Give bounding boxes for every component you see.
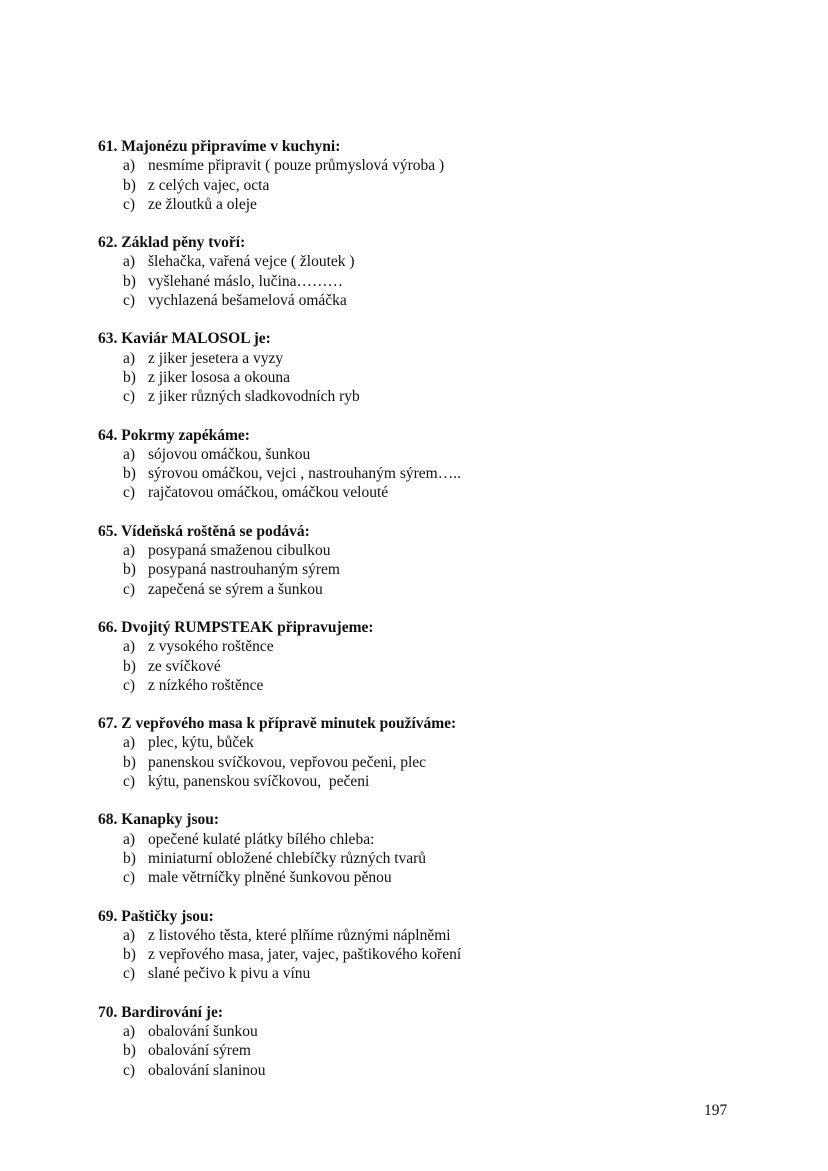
answer-options	[98, 445, 738, 503]
answer-option	[123, 291, 738, 310]
answer-option	[123, 1041, 738, 1060]
answer-option	[123, 849, 738, 868]
option-text: z listového těsta, které plňíme různými náplněmi	[148, 926, 451, 944]
option-letter: c)	[123, 388, 136, 406]
question-number: 69.	[98, 907, 118, 925]
page-number: 197	[704, 1102, 728, 1119]
question-text: Majonézu připravíme v kuchyni:	[121, 138, 341, 155]
answer-option	[123, 830, 738, 849]
option-letter: a)	[123, 349, 136, 367]
option-text: obalování slaninou	[148, 1061, 266, 1079]
option-text: z jiker jesetera a vyzy	[148, 349, 284, 367]
option-letter: b)	[123, 849, 136, 867]
option-text: z vepřového masa, jater, vajec, paštikového koření	[148, 946, 462, 964]
answer-option	[123, 637, 738, 656]
option-letter: c)	[123, 869, 136, 887]
option-letter: a)	[123, 157, 136, 175]
option-letter: c)	[123, 1061, 136, 1079]
question-title	[98, 426, 738, 445]
question-item	[98, 329, 738, 406]
option-letter: b)	[123, 465, 136, 483]
answer-option	[123, 483, 738, 502]
option-text: plec, kýtu, bůček	[148, 734, 254, 752]
question-number: 63.	[98, 330, 118, 348]
option-text: posypaná smaženou cibulkou	[148, 542, 331, 560]
answer-option	[123, 772, 738, 791]
question-title	[98, 714, 738, 733]
answer-option	[123, 195, 738, 214]
question-item	[98, 522, 738, 599]
question-text: Základ pěny tvoří:	[121, 234, 246, 252]
option-text: z celých vajec, octa	[148, 176, 270, 194]
answer-option	[123, 176, 738, 195]
option-letter: a)	[123, 253, 136, 271]
question-text: Pokrmy zapékáme:	[121, 426, 250, 444]
answer-option	[123, 464, 738, 483]
question-text: Z vepřového masa k přípravě minutek používáme:	[121, 715, 457, 733]
option-text: vychlazená bešamelová omáčka	[148, 292, 347, 310]
question-number: 67.	[98, 715, 118, 733]
option-letter: a)	[123, 926, 136, 944]
question-item	[98, 810, 738, 887]
option-text: obalování sýrem	[148, 1042, 251, 1060]
answer-options	[98, 541, 738, 599]
option-text: z jiker různých sladkovodních ryb	[148, 388, 360, 406]
question-item	[98, 426, 738, 503]
answer-option	[123, 445, 738, 464]
question-title	[98, 137, 738, 156]
question-title	[98, 522, 738, 541]
option-letter: b)	[123, 176, 136, 194]
question-item	[98, 714, 738, 791]
question-title	[98, 618, 738, 637]
question-number: 61.	[98, 138, 118, 155]
option-letter: c)	[123, 773, 136, 791]
answer-option	[123, 387, 738, 406]
answer-options	[98, 349, 738, 407]
option-text: miniaturní obložené chlebíčky různých tvarů	[148, 849, 427, 867]
question-title	[98, 810, 738, 829]
option-text: ze žloutků a oleje	[148, 195, 257, 213]
answer-options	[98, 252, 738, 310]
question-title	[98, 233, 738, 252]
question-item	[98, 137, 738, 214]
question-number: 68.	[98, 811, 118, 829]
question-item	[98, 907, 738, 984]
option-letter: b)	[123, 946, 136, 964]
question-number: 62.	[98, 234, 118, 252]
answer-options	[98, 830, 738, 888]
option-text: opečené kulaté plátky bílého chleba:	[148, 830, 375, 848]
answer-option	[123, 868, 738, 887]
option-text: z jiker lososa a okouna	[148, 368, 291, 386]
question-text: Kaviár MALOSOL je:	[121, 330, 271, 348]
option-text: rajčatovou omáčkou, omáčkou velouté	[148, 484, 389, 502]
answer-option	[123, 580, 738, 599]
question-text: Bardirování je:	[121, 1003, 223, 1021]
option-letter: a)	[123, 1022, 136, 1040]
answer-option	[123, 945, 738, 964]
option-letter: c)	[123, 195, 136, 213]
answer-option	[123, 676, 738, 695]
answer-option	[123, 156, 738, 175]
option-text: obalování šunkou	[148, 1022, 258, 1040]
question-item	[98, 618, 738, 695]
answer-options	[98, 1022, 738, 1080]
question-title	[98, 907, 738, 926]
option-text: šlehačka, vařená vejce ( žloutek )	[148, 253, 355, 271]
option-letter: b)	[123, 368, 136, 386]
question-number: 65.	[98, 522, 118, 540]
question-text: Dvojitý RUMPSTEAK připravujeme:	[121, 618, 374, 636]
answer-option	[123, 657, 738, 676]
option-letter: b)	[123, 272, 136, 290]
answer-option	[123, 753, 738, 772]
answer-options	[98, 733, 738, 791]
question-number: 70.	[98, 1003, 118, 1021]
question-text: Paštičky jsou:	[121, 907, 214, 925]
option-text: sójovou omáčkou, šunkou	[148, 445, 311, 463]
answer-option	[123, 272, 738, 291]
option-text: zapečená se sýrem a šunkou	[148, 580, 323, 598]
question-list	[98, 137, 738, 1099]
option-letter: a)	[123, 734, 136, 752]
answer-option	[123, 368, 738, 387]
answer-option	[123, 733, 738, 752]
question-item	[98, 233, 738, 310]
answer-option	[123, 252, 738, 271]
option-letter: a)	[123, 542, 136, 560]
answer-option	[123, 964, 738, 983]
question-item	[98, 1003, 738, 1080]
option-letter: c)	[123, 965, 136, 983]
answer-option	[123, 1061, 738, 1080]
question-number: 66.	[98, 618, 118, 636]
option-text: panenskou svíčkovou, vepřovou pečeni, plec	[148, 753, 427, 771]
answer-options	[98, 156, 738, 214]
option-text: kýtu, panenskou svíčkovou, pečeni	[148, 773, 370, 791]
answer-option	[123, 1022, 738, 1041]
question-number: 64.	[98, 426, 118, 444]
option-letter: c)	[123, 580, 136, 598]
option-text: slané pečivo k pivu a vínu	[148, 965, 311, 983]
option-letter: c)	[123, 292, 136, 310]
option-text: vyšlehané máslo, lučina………	[148, 272, 343, 290]
question-title	[98, 1003, 738, 1022]
answer-option	[123, 560, 738, 579]
option-letter: a)	[123, 638, 136, 656]
option-letter: a)	[123, 445, 136, 463]
option-letter: b)	[123, 753, 136, 771]
option-text: z vysokého roštěnce	[148, 638, 274, 656]
answer-options	[98, 926, 738, 984]
option-text: sýrovou omáčkou, vejci , nastrouhaným sýrem…..	[148, 465, 461, 483]
option-letter: b)	[123, 1042, 136, 1060]
answer-option	[123, 541, 738, 560]
option-letter: a)	[123, 830, 136, 848]
option-text: ze svíčkové	[148, 657, 221, 675]
question-text: Kanapky jsou:	[121, 811, 220, 829]
answer-option	[123, 926, 738, 945]
option-letter: c)	[123, 484, 136, 502]
option-text: nesmíme připravit ( pouze průmyslová výroba )	[148, 157, 445, 175]
option-text: male větrníčky plněné šunkovou pěnou	[148, 869, 392, 887]
option-letter: b)	[123, 657, 136, 675]
option-letter: c)	[123, 676, 136, 694]
answer-options	[98, 637, 738, 695]
option-text: z nízkého roštěnce	[148, 676, 264, 694]
option-letter: b)	[123, 561, 136, 579]
answer-option	[123, 349, 738, 368]
option-text: posypaná nastrouhaným sýrem	[148, 561, 340, 579]
question-text: Vídeňská roštěná se podává:	[120, 522, 310, 540]
question-title	[98, 329, 738, 348]
